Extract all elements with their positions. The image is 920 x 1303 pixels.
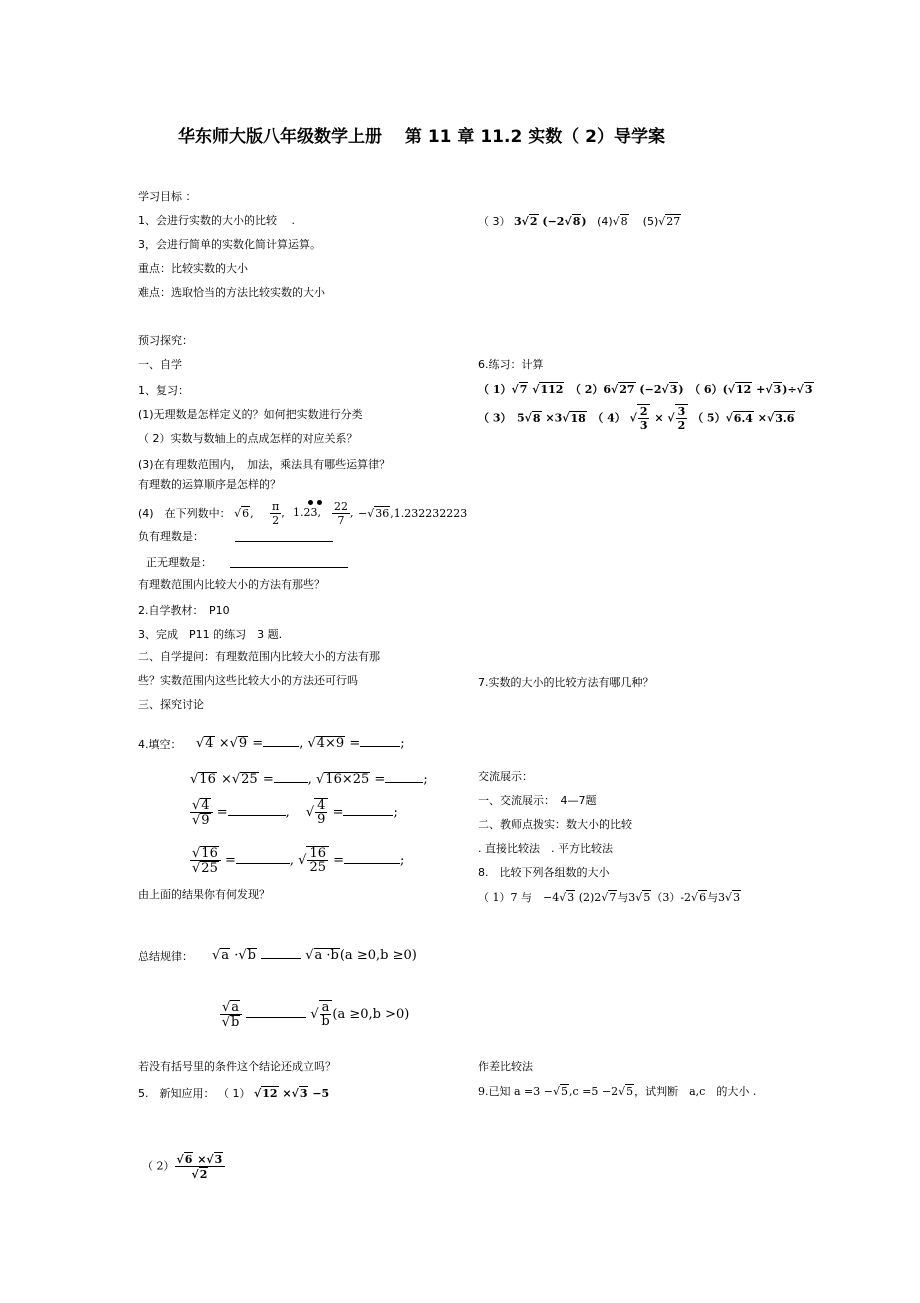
repeat-dot [308, 500, 313, 505]
difficult-point: 难点：选取恰当的方法比较实数的大小 [138, 286, 325, 299]
self-ask-line-b: 些？实数范围内这些比较大小的方法还可行吗 [138, 674, 358, 687]
objective-1: 1、会进行实数的大小的比较 . [138, 214, 295, 227]
fill-row-1: √4 ×√9 = , √4×9 = ; [196, 736, 405, 751]
new-application-label: 5. 新知应用： [138, 1087, 215, 1100]
practice-row-1: （ 1）√7 √112 （ 2）6√27 (−2√3) （ 6）(√12 +√3)÷√3 [478, 383, 813, 396]
textbook-task: 2.自学教材： P10 [138, 604, 230, 617]
preview-heading: 预习探究： [138, 334, 193, 347]
question-8-items: （ 1）7 与 −4√3 (2)2√7与3√5（3）-2√6与3√3 [478, 891, 741, 904]
neg-sqrt-36: −√36,1.232232223 [358, 507, 468, 520]
comparison-methods: . 直接比较法 . 平方比较法 [478, 842, 613, 855]
question-4: (4) 在下列数中： √6, [138, 507, 254, 520]
negative-rational-label: 负有理数是： [138, 530, 204, 543]
discovery-question: 由上面的结果你有何发现？ [138, 888, 270, 901]
question-8: 8. 比较下列各组数的大小 [478, 866, 610, 879]
question-9-suffix: ，试判断 a,c 的大小 . [634, 1085, 757, 1098]
question-3b: 有理数的运算顺序是怎样的？ [138, 478, 281, 491]
teacher-guidance: 二、教师点拨实：数大小的比较 [478, 818, 632, 831]
key-point: 重点：比较实数的大小 [138, 262, 248, 275]
exercise-3-label: （ 3） [478, 215, 511, 228]
exercise-3-row: （ 3） 3√2 (−2√8) (4)√8 (5)√27 [478, 215, 681, 228]
repeating-decimal: 1.23, [293, 506, 321, 519]
question-9-mid: ,c =5 −2 [569, 1085, 619, 1098]
question-2: （ 2）实数与数轴上的点成怎样的对应关系？ [138, 432, 358, 445]
fill-row-4: $\frac{√16}{√25}$ = , √ $\frac{16}{25}$ = ; [192, 846, 405, 876]
practice-heading: 6.练习：计算 [478, 358, 544, 371]
fraction-22-7: $\frac{22}{7}$ , [334, 500, 354, 527]
exercise-5-label: (5) [642, 215, 659, 228]
fill-row-3: $\frac{√4}{√9}$ = , √ $\frac{4}{9}$ = ; [192, 798, 398, 828]
exercise-4-label: (4) [597, 215, 613, 228]
answer-blank[interactable] [235, 541, 333, 542]
fill-label: 4.填空： [138, 738, 182, 751]
question-9: 9.已知 a =3 −√5,c =5 −2√5，试判断 a,c 的大小 . [478, 1085, 757, 1098]
page-title: 华东师大版八年级数学上册 第 11 章 11.2 实数（ 2）导学案 [178, 127, 665, 147]
question-1: (1)无理数是怎样定义的？如何把实数进行分类 [138, 408, 363, 421]
app1-prefix: （ 1） [218, 1087, 251, 1100]
repeat-dot [317, 500, 322, 505]
question-4-prefix: (4) 在下列数中： [138, 507, 231, 520]
fill-row-2: √16 ×√25 = , √16×25 = ; [190, 772, 428, 787]
practice-row-2: （ 3） 5√8 ×3√18 （ 4） √ $\frac{2}{3}$ × √ $\frac{3}{2}$ （ 5）√6.4 ×√3.6 [478, 405, 795, 432]
no-bracket-question: 若没有括号里的条件这个结论还成立吗？ [138, 1060, 336, 1073]
condition-1: (a ≥0,b ≥0) [339, 948, 417, 963]
pi-over-2: $\frac{\pi}{2}$ , [272, 500, 285, 527]
new-application: 5. 新知应用： （ 1） √12 ×√3 −5 [138, 1087, 330, 1100]
summary-label: 总结规律： [138, 950, 193, 963]
condition-2: (a ≥0,b >0) [332, 1007, 410, 1022]
compare-methods-question: 有理数范围内比较大小的方法有那些？ [138, 578, 325, 591]
question-9-prefix: 9.已知 a =3 − [478, 1085, 553, 1098]
summary-rule-2: $\frac{√a}{√b}$ √ $\frac{a}{b}$ (a ≥0,b >0) [221, 1000, 410, 1030]
self-ask-line-a: 二、自学提问：有理数范围内比较大小的方法有那 [138, 650, 380, 663]
methods-question: 7.实数的大小的比较方法有哪几种？ [478, 676, 654, 689]
summary-rule-1: √a ·√b √a ·b(a ≥0,b ≥0) [212, 948, 417, 963]
review-heading: 1、复习： [138, 384, 189, 397]
difference-method: 作差比较法 [478, 1060, 533, 1073]
self-study-heading: 一、自学 [138, 358, 182, 371]
exchange-heading: 交流展示： [478, 770, 533, 783]
answer-blank[interactable] [230, 567, 348, 568]
question-3a: (3)在有理数范围内， 加法，乘法具有哪些运算律？ [138, 458, 391, 471]
objective-3: 3，会进行简单的实数化简计算运算。 [138, 238, 321, 251]
repeating-number: 1.232232223 [393, 507, 468, 520]
objectives-heading: 学习目标 ： [138, 190, 197, 203]
positive-irrational-label: 正无理数是： [146, 556, 212, 569]
explore-heading: 三、探究讨论 [138, 698, 204, 711]
exchange-show: 一、交流展示： 4—7题 [478, 794, 597, 807]
application-2: （ 2） $\frac{√6 \times√3}{√2}$ [142, 1152, 225, 1181]
exercise-task: 3、完成 P11 的练习 3 题. [138, 628, 283, 641]
